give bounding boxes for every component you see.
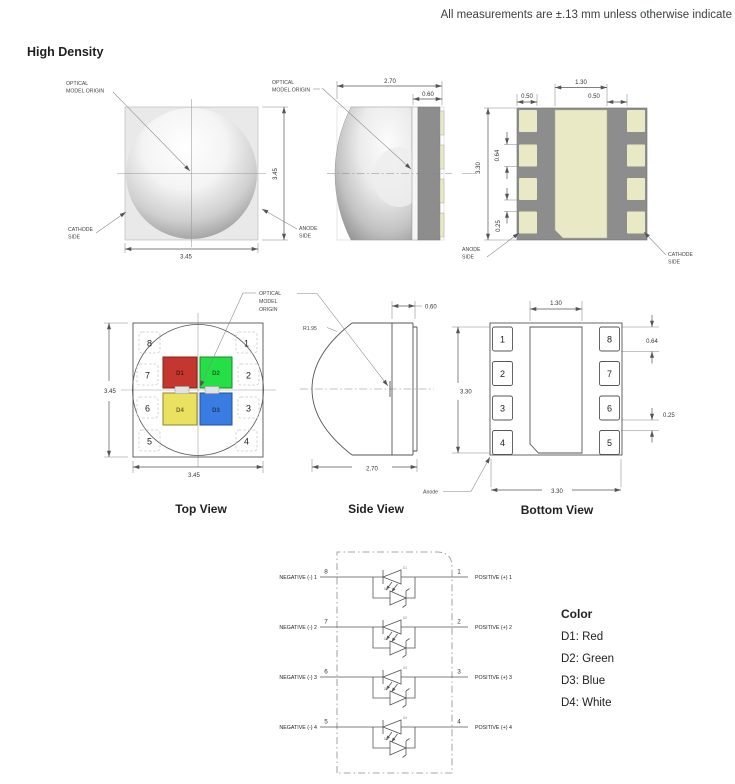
- positive-label-1: POSITIVE (+) 1: [475, 575, 512, 581]
- svg-text:3.45: 3.45: [180, 254, 192, 261]
- iso-bottom-view: [462, 80, 694, 266]
- pin-number-1: 1: [457, 568, 461, 576]
- svg-text:0.60: 0.60: [425, 304, 437, 311]
- esd-ref: D6: [383, 637, 388, 641]
- svg-text:0.64: 0.64: [495, 149, 501, 162]
- svg-text:0.50: 0.50: [588, 94, 600, 100]
- pin-label-8: 8: [146, 338, 153, 349]
- origin-leader-right: [317, 294, 388, 387]
- center-bond-pad: [205, 387, 219, 394]
- legend-item-d1: D1: Red: [561, 631, 604, 643]
- bottom-view-caption: Bottom View: [520, 503, 594, 517]
- die-ref-d3: D3: [212, 408, 220, 414]
- dim-center-pad: [555, 80, 607, 106]
- pin-label-1: 1: [243, 338, 250, 349]
- iso-side-view: [272, 79, 476, 240]
- dim-body: [413, 92, 442, 105]
- dim-pad-gap: [621, 408, 675, 443]
- negative-label-4: NEGATIVE (-) 4: [279, 725, 317, 731]
- legend-item-d3: D3: Blue: [561, 675, 606, 687]
- top-view-caption: Top View: [175, 502, 227, 516]
- anode-leader: [471, 457, 490, 492]
- pin-label-3: 3: [245, 403, 252, 414]
- cathode-leader: [644, 232, 666, 255]
- esd-diode-symbol-4: [390, 741, 406, 755]
- schematic-channel-2: [279, 616, 512, 658]
- dim-pad-gap: [496, 188, 517, 232]
- led-symbol-1: [383, 570, 401, 584]
- svg-text:3.30: 3.30: [460, 389, 472, 396]
- optical-origin-label: OPTICAL: [66, 81, 89, 87]
- positive-label-4: POSITIVE (+) 4: [475, 725, 512, 731]
- color-legend: [561, 607, 614, 709]
- die-ref-d2: D2: [212, 371, 220, 377]
- pin-number-2: 2: [457, 618, 461, 626]
- negative-label-1: NEGATIVE (-) 1: [279, 575, 317, 581]
- led-ref: D1: [403, 566, 408, 570]
- pin-number-5: 5: [324, 718, 328, 726]
- svg-text:0.50: 0.50: [521, 94, 533, 100]
- svg-text:3.30: 3.30: [551, 489, 563, 495]
- pin-label-3: 3: [499, 403, 506, 414]
- svg-text:1.30: 1.30: [575, 80, 587, 86]
- led-ref: D3: [403, 666, 408, 670]
- pin-number-8: 8: [324, 568, 328, 576]
- led-ref: D4: [403, 716, 408, 720]
- pin-label-2: 2: [499, 369, 506, 379]
- package-boundary-dashed: [337, 552, 452, 773]
- dim-width: [491, 459, 621, 495]
- svg-text:3.45: 3.45: [188, 473, 200, 479]
- side-view-caption: Side View: [348, 502, 404, 516]
- svg-text:0.60: 0.60: [422, 92, 434, 98]
- dim-edge-left: [517, 94, 537, 106]
- tolerance-note: All measurements are ±.13 mm unless otherwise indicate: [440, 9, 732, 21]
- die-ref-d4: D4: [176, 408, 184, 414]
- pin-label-5: 5: [146, 436, 153, 447]
- crosshair: [121, 313, 276, 467]
- svg-text:SIDE: SIDE: [68, 234, 81, 241]
- legend-title: Color: [561, 607, 593, 621]
- pin-label-1: 1: [499, 334, 506, 345]
- center-bond-pad: [175, 387, 189, 394]
- dim-pad-height: [621, 315, 659, 364]
- esd-ref: D7: [383, 687, 388, 691]
- pin-number-3: 3: [457, 668, 461, 676]
- svg-text:0.64: 0.64: [646, 339, 658, 345]
- top-view: [104, 291, 281, 516]
- positive-label-3: POSITIVE (+) 3: [475, 675, 512, 681]
- legend-item-d2: D2: Green: [561, 653, 615, 665]
- pin-label-6: 6: [606, 403, 613, 414]
- svg-text:1.30: 1.30: [550, 301, 562, 307]
- svg-text:SIDE: SIDE: [299, 233, 312, 240]
- emission-arrow: [392, 584, 398, 592]
- emission-arrow: [392, 684, 398, 692]
- esd-diode-symbol-1: [390, 591, 406, 605]
- pin-label-7: 7: [144, 370, 151, 381]
- center-pad: [555, 110, 607, 238]
- dim-edge-right: [588, 94, 627, 106]
- section-title: High Density: [27, 45, 104, 59]
- svg-text:3.45: 3.45: [273, 168, 279, 180]
- anode-leader: [262, 209, 297, 229]
- esd-ref: D5: [383, 587, 388, 591]
- svg-text:SIDE: SIDE: [462, 254, 475, 261]
- svg-text:ORIGIN: ORIGIN: [259, 307, 278, 313]
- svg-text:3.45: 3.45: [104, 389, 116, 395]
- cathode-leader: [96, 212, 126, 233]
- esd-diode-symbol-3: [390, 691, 406, 705]
- dim-center-pad: [530, 301, 582, 321]
- right-pin-boxes: [600, 327, 620, 455]
- side-view: [297, 294, 437, 517]
- pin-label-8: 8: [606, 334, 613, 345]
- positive-label-2: POSITIVE (+) 2: [475, 625, 512, 631]
- led-symbol-2: [383, 620, 401, 634]
- dim-height: [452, 327, 490, 453]
- schematic-channel-3: [279, 666, 512, 708]
- center-pad-outline: [530, 327, 582, 453]
- radius-label: R1.95: [303, 326, 317, 332]
- schematic: [279, 552, 512, 773]
- dim-depth: [312, 459, 417, 473]
- optical-origin-label: OPTICAL: [259, 291, 282, 297]
- anode-side-label: ANODE: [462, 247, 481, 253]
- left-pin-boxes: [493, 327, 513, 455]
- legend-item-d4: D4: White: [561, 697, 612, 709]
- svg-text:2.70: 2.70: [384, 79, 396, 85]
- svg-text:SIDE: SIDE: [668, 259, 681, 266]
- svg-text:MODEL ORIGIN: MODEL ORIGIN: [66, 88, 105, 95]
- die-ref-d1: D1: [176, 371, 184, 377]
- anode-side-label: ANODE: [299, 226, 318, 232]
- pin-number-7: 7: [324, 618, 328, 626]
- emission-arrow: [392, 734, 398, 742]
- negative-label-2: NEGATIVE (-) 2: [279, 625, 317, 631]
- svg-text:MODEL ORIGIN: MODEL ORIGIN: [272, 87, 311, 94]
- pin-number-4: 4: [457, 718, 461, 726]
- cathode-side-label: CATHODE: [68, 227, 93, 233]
- svg-text:3.30: 3.30: [476, 162, 482, 174]
- anode-label: Anode: [423, 489, 439, 496]
- svg-text:MODEL: MODEL: [259, 299, 278, 305]
- svg-text:0.25: 0.25: [496, 220, 502, 232]
- iso-top-view: [66, 81, 318, 261]
- dim-body: [392, 301, 437, 319]
- cathode-side-label: CATHODE: [668, 252, 693, 258]
- svg-text:0.25: 0.25: [663, 413, 675, 419]
- pin-label-2: 2: [245, 370, 252, 381]
- led-symbol-4: [383, 720, 401, 734]
- pin-label-6: 6: [144, 403, 151, 414]
- dim-pad-height: [495, 132, 517, 179]
- led-ref: D2: [403, 616, 408, 620]
- pin-label-4: 4: [499, 438, 506, 448]
- negative-label-3: NEGATIVE (-) 3: [279, 675, 317, 681]
- emission-arrow: [392, 634, 398, 642]
- radius-leader: [327, 328, 337, 332]
- schematic-channel-1: [279, 566, 512, 608]
- esd-ref: D8: [383, 737, 388, 741]
- pin-label-7: 7: [606, 369, 613, 379]
- svg-text:2.70: 2.70: [366, 466, 378, 473]
- anode-leader: [487, 233, 519, 257]
- pin-number-6: 6: [324, 668, 328, 676]
- optical-origin-label: OPTICAL: [272, 80, 295, 86]
- led-symbol-3: [383, 670, 401, 684]
- bottom-view: [423, 301, 675, 517]
- edge-pads: [440, 111, 444, 237]
- pin-label-4: 4: [243, 436, 250, 447]
- pin-label-5: 5: [606, 438, 613, 448]
- esd-diode-symbol-2: [390, 641, 406, 655]
- schematic-channel-4: [279, 716, 512, 758]
